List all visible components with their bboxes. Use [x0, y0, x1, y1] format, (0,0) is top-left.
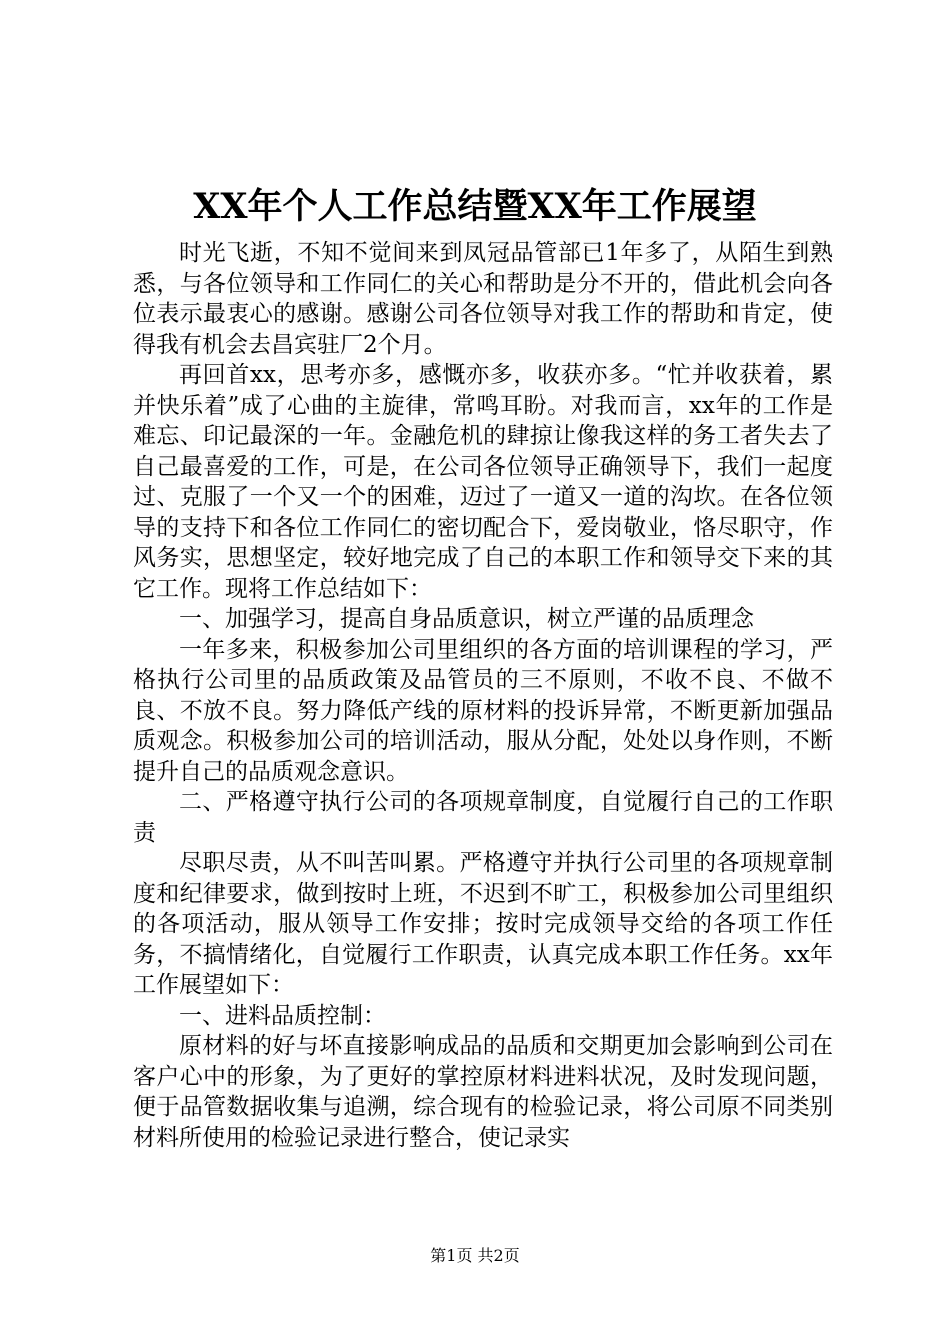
section-heading-rules: 二、严格遵守执行公司的各项规章制度，自觉履行自己的工作职责	[133, 789, 833, 846]
paragraph-incoming-quality: 原材料的好与坏直接影响成品的品质和交期更加会影响到公司在客户心中的形象，为了更好的掌控原材料进料状况，及时发现问题，便于品管数据收集与追溯，综合现有的检验记录，将公司原不同类别材料所使用的检验记录进行整合，使记录实	[133, 1033, 833, 1151]
section-heading-incoming-quality: 一、进料品质控制：	[179, 1002, 386, 1029]
paragraph-study: 一年多来，积极参加公司里组织的各方面的培训课程的学习，严格执行公司里的品质政策及品管员的三不原则，不收不良、不做不良、不放不良。努力降低产线的原材料的投诉异常，不断更新加强品质观念。积极参加公司的培训活动，服从分配，处处以身作则，不断提升自己的品质观念意识。	[133, 636, 833, 785]
page-number-footer: 第1页 共2页	[430, 1246, 520, 1265]
section-heading-study: 一、加强学习，提高自身品质意识，树立严谨的品质理念	[179, 606, 754, 632]
paragraph-rules: 尽职尽责，从不叫苦叫累。严格遵守并执行公司里的各项规章制度和纪律要求，做到按时上班，不迟到不旷工，积极参加公司里组织的各项活动，服从领导工作安排；按时完成领导交给的各项工作任务，不搞情绪化，自觉履行工作职责，认真完成本职工作任务。xx年工作展望如下：	[133, 850, 833, 998]
paragraph-review: 再回首xx，思考亦多，感慨亦多，收获亦多。“忙并收获着，累并快乐着”成了心曲的主旋律，常鸣耳盼。对我而言，xx年的工作是难忘、印记最深的一年。金融危机的肆掠让像我这样的务工者失去了自己最喜爱的工作，可是，在公司各位领导正确领导下，我们一起度过、克服了一个又一个的困难，迈过了一道又一道的沟坎。在各位领导的支持下和各位工作同仁的密切配合下，爱岗敬业，恪尽职守，作风务实，思想坚定，较好地完成了自己的本职工作和领导交下来的其它工作。现将工作总结如下：	[133, 362, 833, 602]
document-body	[133, 238, 833, 1153]
document-title: XX年个人工作总结暨XX年工作展望	[193, 186, 757, 227]
paragraph-intro: 时光飞逝，不知不觉间来到凤冠品管部已1年多了，从陌生到熟悉，与各位领导和工作同仁的关心和帮助是分不开的，借此机会向各位表示最衷心的感谢。感谢公司各位领导对我工作的帮助和肯定，使得我有机会去昌宾驻厂2个月。	[133, 240, 833, 358]
